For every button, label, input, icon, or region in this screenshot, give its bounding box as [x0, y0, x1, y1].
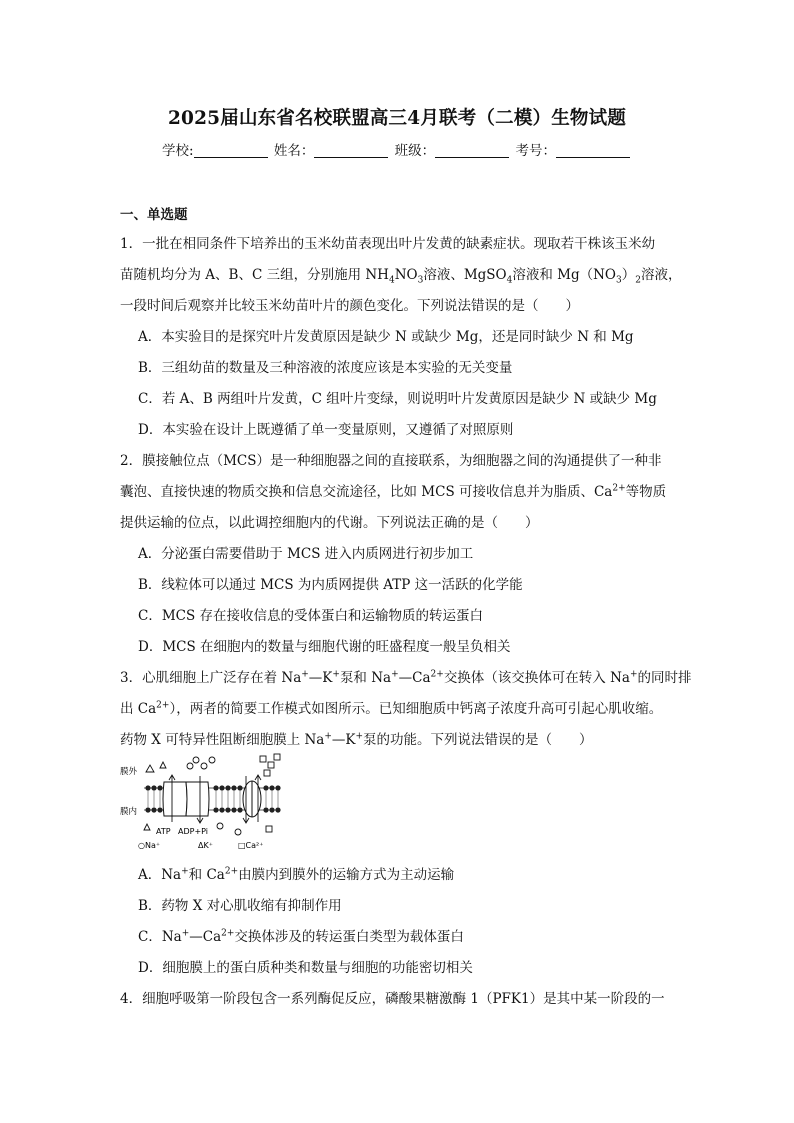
q3-stem-line-1: 3．心肌细胞上广泛存在着 Na+—K+泵和 $Na^+—Ca^{2+}$交换体（该交换体可在转入 Na+的同时排 [120, 669, 692, 686]
q3-option-d: D．细胞膜上的蛋白质种类和数量与细胞的功能密切相关 [138, 960, 473, 976]
q3-stem-line-3: 药物 X 可特异性阻断细胞膜上 Na+—K+泵的功能。下列说法错误的是（ ） [120, 731, 593, 748]
membrane-diagram-svg [120, 752, 290, 852]
q1-stem-line-1: 1．一批在相同条件下培养出的玉米幼苗表现出叶片发黄的缺素症状。现取若干株该玉米幼 [120, 236, 656, 252]
page-title: 2025届山东省名校联盟高三4月联考（二模）生物试题 [167, 108, 627, 129]
school-label: 学校: [162, 143, 194, 159]
legend-ca: □Ca²⁺ [238, 841, 264, 850]
q2-stem-line-1: 2．膜接触位点（MCS）是一种细胞器之间的直接联系，为细胞器之间的沟通提供了一种非 [120, 453, 662, 469]
name-label: 姓名： [273, 143, 315, 159]
class-label: 班级： [394, 143, 436, 159]
q3-option-c: C．$Na^+—Ca^{2+}$交换体涉及的转运蛋白类型为载体蛋白 [138, 928, 464, 945]
adp-label: ADP+Pi [178, 827, 209, 836]
ions-outside [146, 754, 280, 776]
q2-option-b: B．线粒体可以通过 MCS 为内质网提供 ATP 这一活跃的化学能 [138, 577, 523, 593]
legend-na: ○Na⁺ [138, 841, 161, 850]
name-blank [314, 143, 388, 158]
q1-stem-line-2: 苗随机均分为 A、B、C 三组，分别施用 $NH_4NO_3$溶液、MgSO$_4$溶液和 $Mg(NO_3)_2$溶液， [120, 267, 682, 286]
exam-no-label: 考号： [515, 143, 556, 159]
q2-option-d: D．MCS 在细胞内的数量与细胞代谢的旺盛程度一般呈负相关 [138, 639, 511, 655]
q3-option-b: B．药物 X 对心肌收缩有抑制作用 [138, 898, 342, 914]
student-info-line [0, 139, 794, 159]
q1-option-c: C．若 A、B 两组叶片发黄，C 组叶片变绿，则说明叶片发黄原因是缺少 N 或缺少 Mg [138, 391, 657, 407]
q4-stem-line-1: 4．细胞呼吸第一阶段包含一系列酶促反应，磷酸果糖激酶 1（PFK1）是其中某一阶段的一 [120, 991, 665, 1007]
q1-option-d: D．本实验在设计上既遵循了单一变量原则，又遵循了对照原则 [138, 422, 514, 438]
q1-option-b: B．三组幼苗的数量及三种溶液的浓度应该是本实验的无关变量 [138, 360, 513, 376]
q1-option-a: A．本实验目的是探究叶片发黄原因是缺少 N 或缺少 Mg，还是同时缺少 N 和 Mg [138, 329, 634, 345]
q2-option-c: C．MCS 存在接收信息的受体蛋白和运输物质的转运蛋白 [138, 608, 484, 624]
q2-stem-line-3: 提供运输的位点，以此调控细胞内的代谢。下列说法正确的是（ ） [120, 515, 539, 531]
exam-no-blank [556, 143, 630, 158]
atp-label: ATP [156, 827, 171, 836]
inside-label: 膜内 [120, 807, 138, 817]
membrane-transport-diagram [120, 752, 290, 852]
q3-option-a: A．Na+和 $Ca^{2+}$由膜内到膜外的运输方式为主动运输 [138, 866, 455, 883]
q2-option-a: A．分泌蛋白需要借助于 MCS 进入内质网进行初步加工 [138, 546, 474, 562]
class-blank [435, 143, 509, 158]
na-k-pump [163, 782, 209, 816]
q3-stem-line-2: 出 $Ca^{2+}$），两者的简要工作模式如图所示。已知细胞质中钙离子浓度升高可引起心肌收缩。 [120, 700, 663, 717]
legend-k: ΔK⁺ [198, 841, 213, 850]
section-heading: 一、单选题 [120, 207, 188, 223]
school-blank [194, 143, 268, 158]
outside-label: 膜外 [120, 767, 138, 777]
q2-stem-line-2: 囊泡、直接快速的物质交换和信息交流途径，比如 MCS 可接收信息并为脂质、$Ca^{2+}$等物质 [120, 483, 667, 500]
q1-stem-line-3: 一段时间后观察并比较玉米幼苗叶片的颜色变化。下列说法错误的是（ ） [120, 298, 579, 314]
